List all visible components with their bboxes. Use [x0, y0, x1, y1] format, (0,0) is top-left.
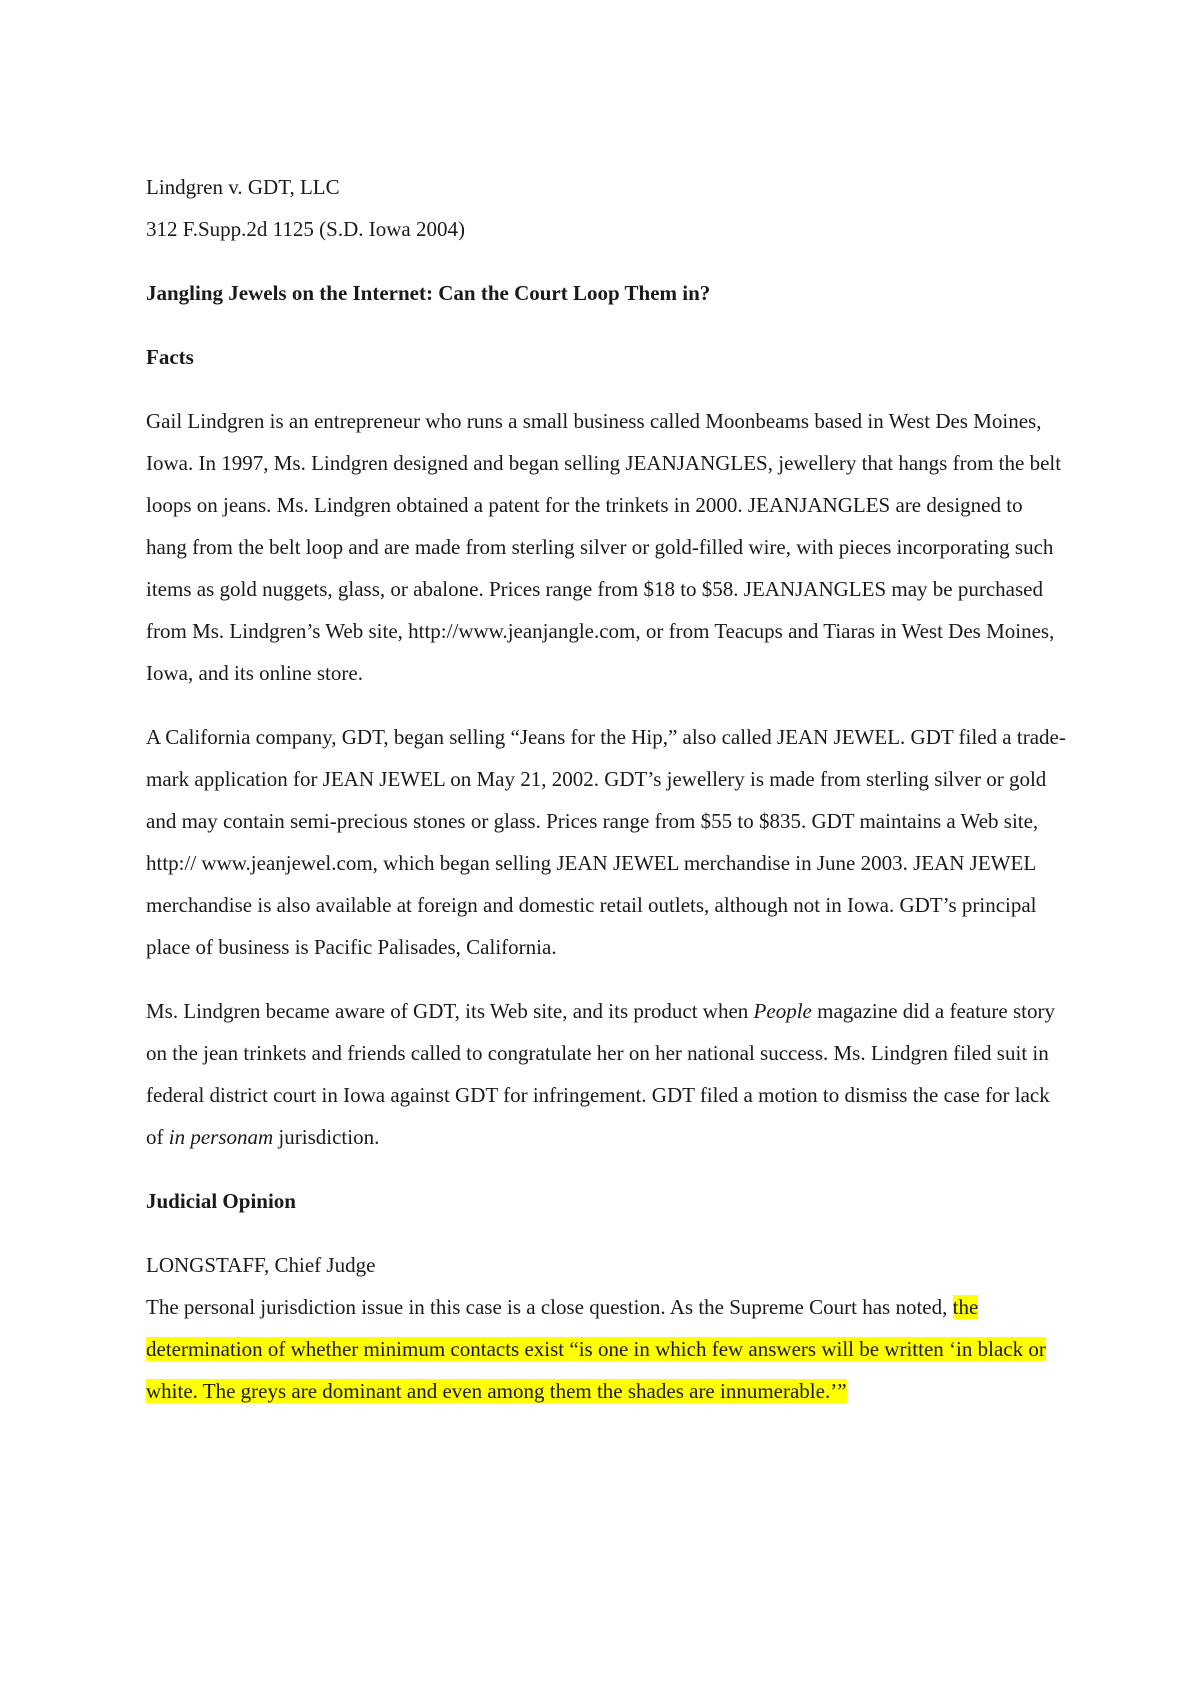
facts-paragraph-2: A California company, GDT, began selling “Jeans for the Hip,” also called JEAN JEWEL. GDT filed a trade- mark application for JEAN JEWEL on May 21, 2002. GDT’s jewellery is made from sterling silver or gold and may contain semi-precious stones or glass. Prices range from $55 to $835. GDT maintains a Web site, http:// www.jeanjewel.com, which began selling JEAN JEWEL merchandise in June 2003. JEAN JEWEL merchandise is also available at foreign and domestic retail outlets, although not in Iowa. GDT’s principal place of business is Pacific Palisades, California.: [146, 725, 1066, 959]
case-header: [146, 166, 1066, 250]
case-title: Jangling Jewels on the Internet: Can the Court Loop Them in?: [146, 281, 711, 305]
facts-paragraph-1: Gail Lindgren is an entrepreneur who runs a small business called Moonbeams based in West Des Moines, Iowa. In 1997, Ms. Lindgren designed and began selling JEANJANGLES, jewellery that hangs from the belt loops on jeans. Ms. Lindgren obtained a patent for the trinkets in 2000. JEANJANGLES are designed to hang from the belt loop and are made from sterling silver or gold-filled wire, with pieces incorporating such items as gold nuggets, glass, or abalone. Prices range from $18 to $58. JEANJANGLES may be purchased from Ms. Lindgren’s Web site, http://www.jeanjangle.com, or from Teacups and Tiaras in West Des Moines, Iowa, and its online store.: [146, 409, 1062, 685]
facts-p3-text-c: jurisdiction.: [273, 1125, 380, 1149]
case-citation: 312 F.Supp.2d 1125 (S.D. Iowa 2004): [146, 217, 465, 241]
highlighted-quote: the determination of whether minimum contacts exist “is one in which few answers will be written ‘in black or white. The greys are dominant and even among them the shades are innumerable.’”: [146, 1295, 1046, 1403]
case-name: Lindgren v. GDT, LLC: [146, 175, 340, 199]
opinion-heading: Judicial Opinion: [146, 1189, 296, 1213]
facts-heading: Facts: [146, 345, 194, 369]
document-content: [146, 166, 1066, 1434]
facts-p3-italic-in-personam: in personam: [168, 1125, 274, 1149]
opinion-paragraph-1: [146, 1286, 1066, 1412]
facts-p3-text-a: Ms. Lindgren became aware of GDT, its Web site, and its product when: [146, 999, 754, 1023]
facts-paragraph-3: [146, 990, 1066, 1158]
judge-name: LONGSTAFF, Chief Judge: [146, 1253, 376, 1277]
opinion-p1-text: The personal jurisdiction issue in this case is a close question. As the Supreme Court has noted,: [146, 1295, 953, 1319]
facts-p3-italic-people: People: [753, 999, 812, 1023]
facts-p3-text-b: magazine did a feature story on the jean trinkets and friends called to congratulate her on her national success. Ms. Lindgren filed suit in federal district court in Iowa against GDT for infringement. GDT filed a motion to dismiss the case for lack of: [146, 999, 1055, 1149]
